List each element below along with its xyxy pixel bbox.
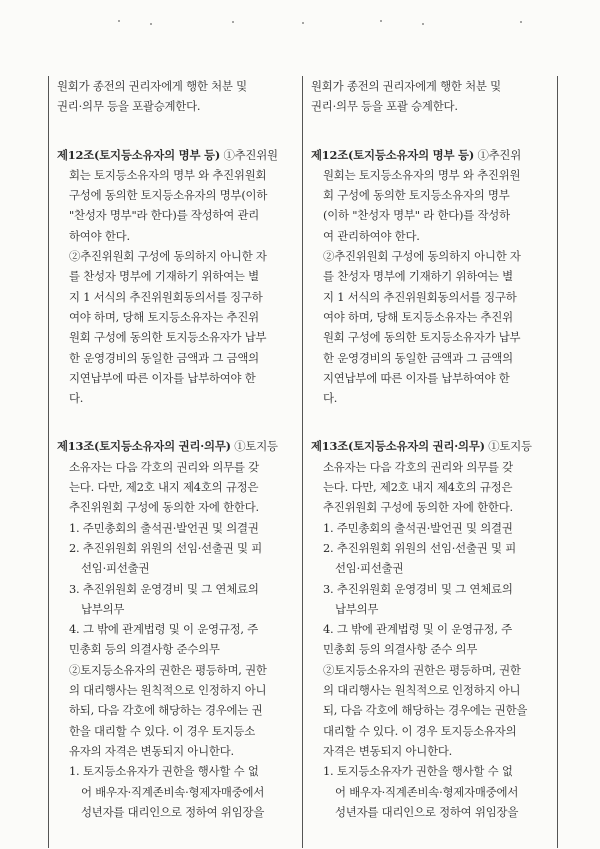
text-line: 권리·의무 등을 포괄 승계한다. (311, 99, 458, 114)
text-line: 원회가 종전의 권리자에게 행한 처분 및 (57, 79, 247, 93)
text-line: 한 운영경비의 동일한 금액과 그 금액의 (323, 350, 513, 365)
text-line: 는다. 다만, 제2호 내지 제4호의 규정은 (323, 480, 513, 495)
text-line: 여 관리하여야 한다. (323, 228, 420, 243)
list-item: 2. 추진위원회 위원의 선임·선출권 및 피 (69, 540, 263, 555)
text-fragment: ①토지등 (234, 439, 278, 454)
text-line: 여야 하며, 당해 토지등소유자는 추진위 (323, 309, 513, 324)
text-line: 원회가 종전의 권리자에게 행한 처분 및 (311, 79, 501, 93)
text-line: 선임·피선출권 (335, 561, 404, 576)
text-line: 납부의무 (335, 601, 379, 616)
article-12-first-line (57, 145, 296, 165)
list-item: 1. 토지등소유자가 권한을 행사할 수 없 (323, 764, 513, 779)
text-line: 되, 다음 각호에 해당하는 경우에는 권한을 (323, 703, 528, 718)
text-line: 성년자를 대리인으로 정하여 위임장을 (81, 804, 265, 819)
text-line: 납부의무 (81, 601, 125, 616)
text-line: "찬성자 명부"라 한다)를 작성하여 관리 (69, 208, 260, 223)
article-12-heading: 제12조(토지등소유자의 명부 등) (57, 147, 221, 162)
text-line: 는다. 다만, 제2호 내지 제4호의 규정은 (69, 480, 259, 495)
list-item: 1. 주민총회의 출석권·발언권 및 의결권 (69, 520, 259, 535)
text-fragment: ①추진위 (477, 147, 522, 162)
text-line: 권리·의무 등을 포괄승계한다. (57, 99, 201, 114)
article-13-first-line (311, 436, 551, 456)
text-line: 다. (323, 391, 338, 406)
right-column (303, 76, 557, 848)
list-item: 1. 주민총회의 출석권·발언권 및 의결권 (323, 520, 513, 535)
text-line: ②토지등소유자의 권한은 평등하며, 권한 (323, 662, 521, 677)
list-item: 3. 추진위원회 운영경비 및 그 연체료의 (69, 581, 259, 596)
text-line: (이하 "찬성자 명부" 라 한다)를 작성하 (323, 208, 510, 223)
article-13-first-line (57, 436, 296, 456)
text-line: 를 찬성자 명부에 기재하기 위하여는 별 (323, 269, 513, 284)
text-line: 민총회 등의 의결사항 준수의무 (69, 642, 220, 657)
comparison-table (48, 76, 558, 848)
text-line: 여야 하며, 당해 토지등소유자는 추진위 (69, 309, 259, 324)
text-fragment: ①토지등 (488, 439, 532, 454)
text-line: 선임·피선출권 (81, 561, 150, 576)
text-fragment: ①추진위원 (223, 147, 278, 162)
text-line: 유자의 자격은 변동되지 아니한다. (69, 743, 234, 758)
list-item: 4. 그 밖에 관계법령 및 이 운영규정, 주 (69, 622, 259, 637)
text-line: 어 배우자·직계존비속·형제자매중에서 (335, 784, 519, 799)
text-line: 어 배우자·직계존비속·형제자매중에서 (81, 784, 265, 799)
text-line: 의 대리행사는 원칙적으로 인정하지 아니 (323, 683, 521, 698)
text-line: 를 찬성자 명부에 기재하기 위하여는 별 (69, 269, 259, 284)
list-item: 2. 추진위원회 위원의 선임·선출권 및 피 (323, 540, 517, 555)
text-line: 하되, 다음 각호에 해당하는 경우에는 권 (69, 703, 263, 718)
text-line: 대리할 수 있다. 이 경우 토지등소유자의 (323, 723, 517, 738)
text-line: 민총회 등의 의결사항 준수 의무 (323, 642, 478, 657)
left-column (49, 76, 303, 848)
list-item: 3. 추진위원회 운영경비 및 그 연체료의 (323, 581, 513, 596)
text-line: 소유자는 다음 각호의 권리와 의무를 갖 (323, 459, 513, 474)
text-line: 하여야 한다. (69, 228, 130, 243)
text-line: 지연납부에 따른 이자를 납부하여야 한 (69, 370, 256, 385)
text-line: 구성에 동의한 토지등소유자의 명부(이하 (69, 188, 268, 203)
text-line: 성년자를 대리인으로 정하여 위임장을 (335, 804, 519, 819)
text-line: 다. (69, 391, 84, 406)
text-line: 추진위원회 구성에 동의한 자에 한한다. (69, 500, 259, 515)
text-line: 의 대리행사는 원칙적으로 인정하지 아니 (69, 683, 267, 698)
text-line: 원회는 토지등소유자의 명부 와 추진위원 (323, 167, 521, 182)
list-item: 4. 그 밖에 관계법령 및 이 운영규정, 주 (323, 622, 513, 637)
text-line: ②추진위원회 구성에 동의하지 아니한 자 (323, 249, 521, 264)
text-line: 한을 대리할 수 있다. 이 경우 토지등소 (69, 723, 255, 738)
text-line: 지 1 서식의 추진위원회동의서를 징구하 (323, 289, 517, 304)
text-line: 회 구성에 동의한 토지등소유자의 명부 (323, 188, 510, 203)
text-line: 원회 구성에 동의한 토지등소유자가 납부 (323, 330, 521, 345)
text-line: 한 운영경비의 동일한 금액과 그 금액의 (69, 350, 259, 365)
text-line: 자격은 변동되지 아니한다. (323, 743, 453, 758)
scan-specks (0, 18, 600, 28)
text-line: ②토지등소유자의 권한은 평등하며, 권한 (69, 662, 267, 677)
article-13-heading: 제13조(토지등소유자의 권리·의무) (311, 439, 485, 454)
text-line: 지연납부에 따른 이자를 납부하여야 한 (323, 370, 510, 385)
article-12-first-line (311, 145, 551, 165)
text-line: 지 1 서식의 추진위원회동의서를 징구하 (69, 289, 263, 304)
text-line: 추진위원회 구성에 동의한 자에 한한다. (323, 500, 513, 515)
list-item: 1. 토지등소유자가 권한을 행사할 수 없 (69, 764, 259, 779)
article-13-heading: 제13조(토지등소유자의 권리·의무) (57, 439, 231, 454)
text-line: ②추진위원회 구성에 동의하지 아니한 자 (69, 249, 267, 264)
article-12-heading: 제12조(토지등소유자의 명부 등) (311, 147, 475, 162)
text-line: 원회 구성에 동의한 토지등소유자가 납부 (69, 330, 267, 345)
text-line: 소유자는 다음 각호의 권리와 의무를 갖 (69, 459, 259, 474)
text-line: 회는 토지등소유자의 명부 와 추진위원회 (69, 167, 267, 182)
